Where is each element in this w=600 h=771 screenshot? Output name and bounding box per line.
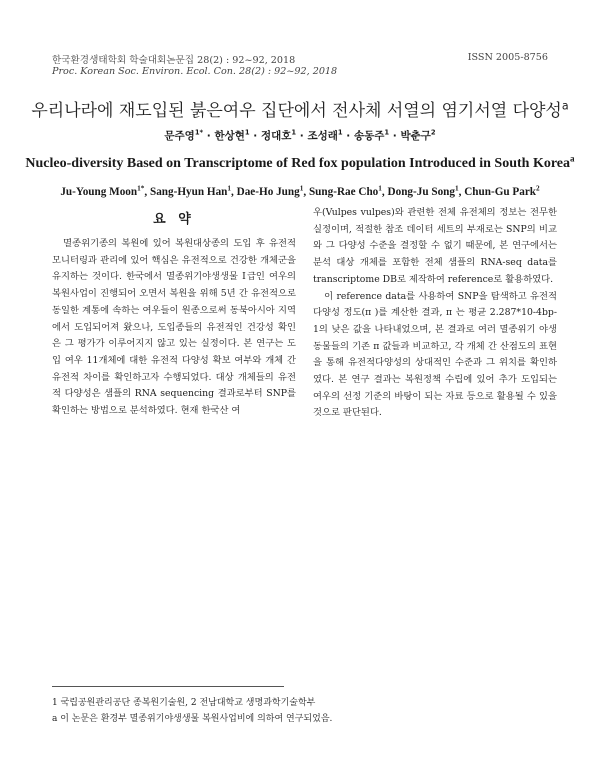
author-affiliation-mark: 1*	[137, 184, 145, 193]
author-6	[464, 186, 539, 198]
author-5	[388, 186, 459, 198]
author-affiliation-mark: 1	[384, 128, 390, 137]
title-korean-sup: a	[561, 99, 569, 113]
journal-citation-kr: 한국환경생태학회 학술대회논문집 28(2) : 92~92, 2018	[52, 55, 296, 66]
author-3	[261, 130, 296, 142]
footnote-divider	[52, 686, 284, 687]
journal-citation-en: Proc. Korean Soc. Environ. Ecol. Con. 28(2) : 92~92, 2018	[52, 66, 338, 77]
author-name: Dong-Ju Song	[387, 186, 455, 198]
title-korean-text: 우리나라에 재도입된 붉은여우 집단에서 전사체 서열의 염기서열 다양성	[31, 101, 562, 121]
author-affiliation-mark: 1	[337, 128, 343, 137]
author-1	[164, 130, 203, 142]
author-name: 문주영	[164, 130, 195, 142]
footnote-affiliations: 1 국립공원관리공단 종복원기술원, 2 전남대학교 생명과학기술학부	[52, 698, 316, 708]
abstract-left-column	[52, 236, 296, 420]
author-affiliation-mark: 1	[244, 128, 250, 137]
author-name: Chun-Gu Park	[464, 186, 537, 198]
author-name: Dae-Ho Jung	[236, 186, 300, 198]
author-affiliation-mark: 1	[227, 184, 232, 193]
author-affiliation-mark: 1	[454, 184, 459, 193]
author-affiliation-mark: 1*	[194, 128, 204, 137]
abstract-paragraph-1-continued: 우(Vulpes vulpes)와 관련한 전체 유전체의 정보는 전무한 실정이며, 적절한 참조 데이터 세트의 부재로는 SNP의 비교와 그 다양성 수준을 결정할 수 없기 때문에, 본 연구에서는 분석 대상 개체를 포함한 전체 샘플의 RNA-seq data를 transcriptome DB로 제작하여 reference로 활용하였다.	[313, 207, 557, 285]
authors-english: Ju-Young Moon$^{1*}$, Sang-Hyun Han$^1$, Dae-Ho Jung$^1$, Sung-Rae Cho$^1$, Dong-Ju Song$^1$, Chun-Gu Park$^2$	[60, 184, 540, 198]
abstract-heading: 요 약	[153, 212, 195, 227]
author-affiliation-mark: 1	[299, 184, 304, 193]
author-affiliation-mark: 1	[291, 128, 297, 137]
title-english-text: Nucleo-diversity Based on Transcriptome of Red fox population Introduced in South Korea	[25, 156, 571, 171]
title-english	[0, 153, 600, 172]
abstract-right-column	[313, 205, 557, 422]
author-name: 박춘구	[400, 130, 431, 142]
author-name: 한상현	[214, 130, 245, 142]
author-name: 정대호	[260, 130, 292, 142]
author-4	[309, 186, 382, 198]
author-5	[354, 130, 389, 142]
author-name: 송동주	[353, 130, 385, 142]
author-affiliation-mark: 2	[536, 184, 540, 193]
title-english-sup: a	[570, 153, 575, 164]
author-4	[307, 130, 342, 142]
author-affiliation-mark: 2	[430, 128, 436, 137]
issn: ISSN 2005-8756	[467, 52, 548, 63]
author-6	[400, 130, 435, 142]
author-name: Sang-Hyun Han	[149, 186, 228, 198]
author-2	[214, 130, 249, 142]
title-korean	[0, 96, 600, 121]
author-name: Ju-Young Moon	[60, 186, 138, 198]
authors-korean: 문주영$^{1*}$ · 한상현$^1$ · 정대호$^1$ · 조성래$^1$ · 송동주$^1$ · 박춘구$^2$	[164, 128, 436, 142]
author-3	[237, 186, 304, 198]
abstract-paragraph-2: 이 reference data를 사용하여 SNP을 탐색하고 유전적 다양성 정도(π )를 계산한 결과, π 는 평균 2.287*10-4bp-1의 낮은 값을 나타내었으며, 본 결과로 여러 멸종위기 야생동물들의 기존 π 값들과 비교하고, 각 개체 간 산점도의 표현을 통해 유전적다양성의 상대적인 수준과 그 위치를 확인하였다. 본 연구 결과는 복원정책 수립에 있어 추가 도입되는 여우의 선정 기준의 바탕이 되는 자료 등으로 활용될 수 있을 것으로 판단된다.	[313, 290, 557, 419]
author-name: Sung-Rae Cho	[308, 186, 379, 198]
footnote-funding: a 이 논문은 환경부 멸종위기야생생물 복원사업비에 의하여 연구되었음.	[52, 714, 333, 724]
abstract-paragraph-1: 멸종위기종의 복원에 있어 복원대상종의 도입 후 유전적 모니터링과 관리에 있어 핵심은 유전적으로 건강한 개체군을 유지하는 것이다. 한국에서 멸종위기야생생물 Ⅰ급인 여우의 복원사업이 진행되어 오면서 복원을 위해 5년 간 유전적으로 동일한 계통에 속하는 여우들이 원종으로써 동북아시아 지역에서 도입되어져 왔으나, 도입종들의 유전적인 건강성 확인은 그 평가가 이루어지지 않고 있는 실정이다. 본 연구는 도입 여우 11개체에 대한 유전적 다양성 확보 여부와 개체 간 유전적 차이를 확인하고자 수행되었다. 대상 개체들의 유전적 다양성은 샘플의 RNA sequencing 결과로부터 SNP를 확인하는 방법으로 분석하였다. 현재 한국산 여	[52, 238, 296, 417]
author-1	[60, 186, 144, 198]
author-affiliation-mark: 1	[378, 184, 382, 193]
author-2	[150, 186, 231, 198]
author-name: 조성래	[307, 130, 338, 142]
